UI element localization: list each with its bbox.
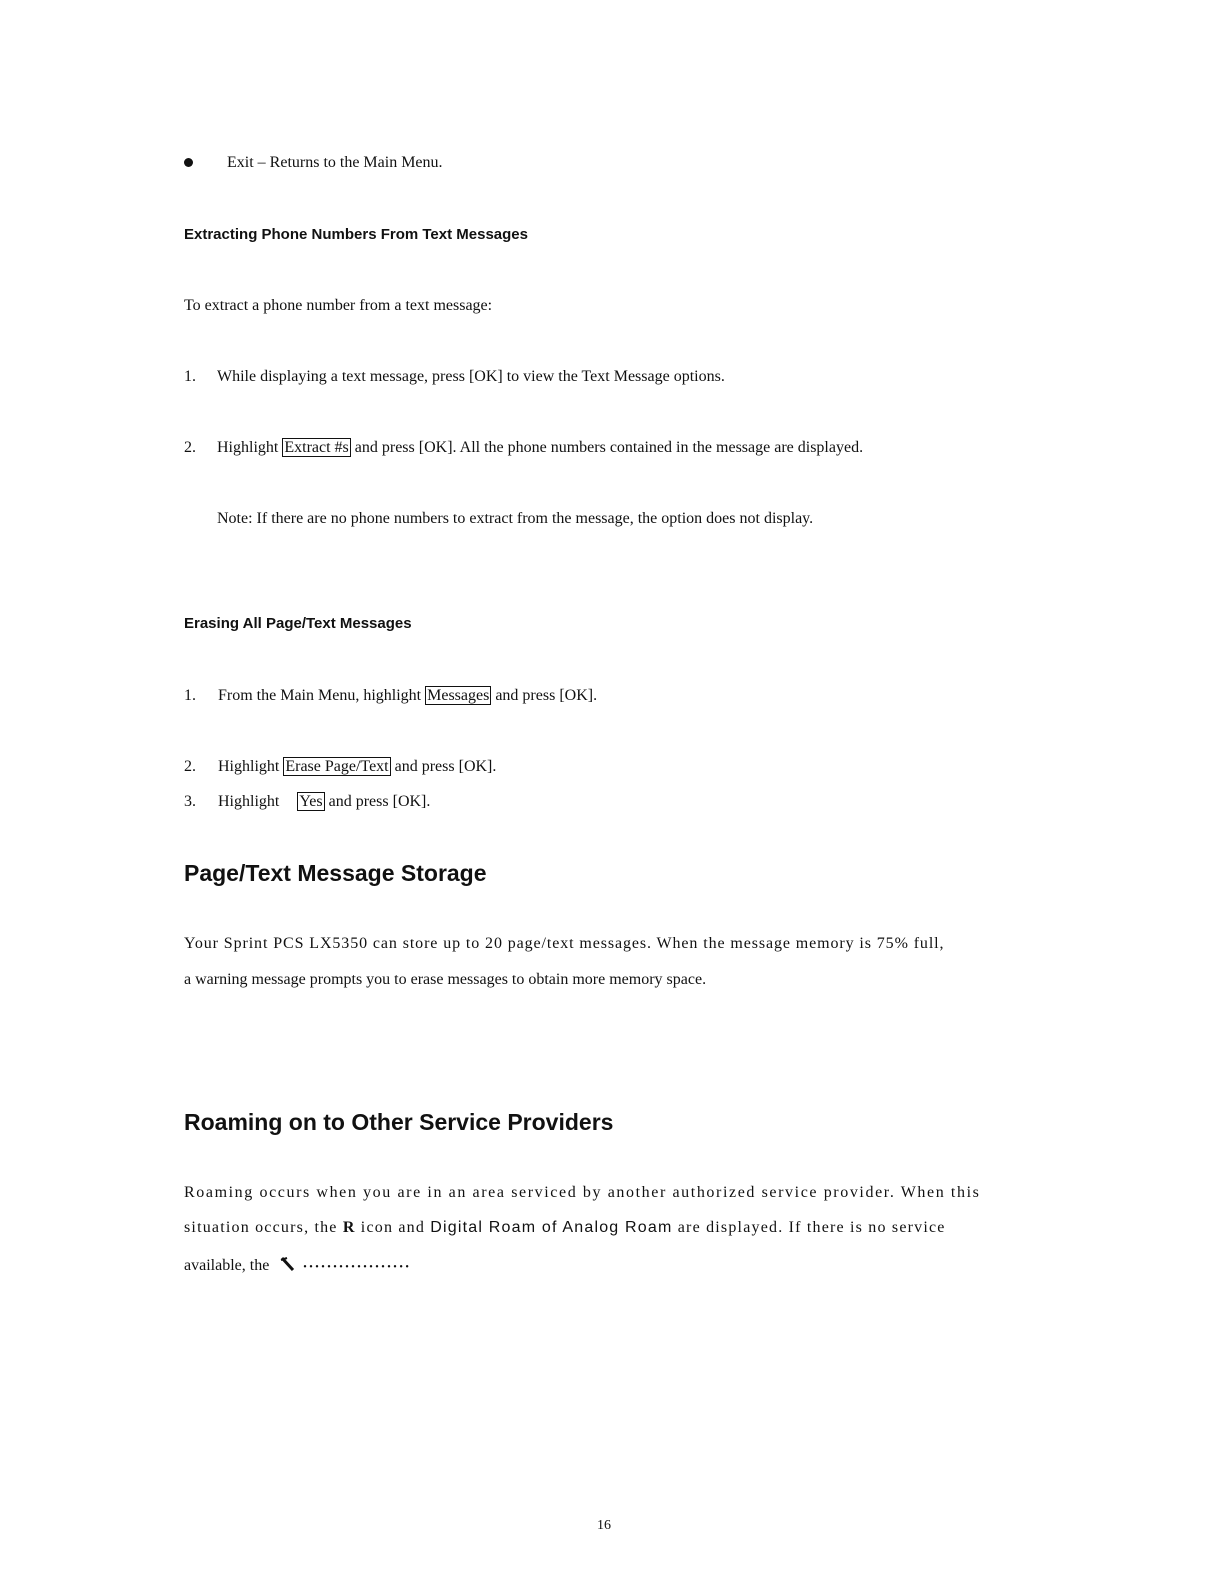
extract-step2-pre: Highlight bbox=[217, 439, 279, 456]
erase-step3-line bbox=[218, 793, 430, 811]
erase-step3-pre: Highlight bbox=[218, 793, 280, 810]
storage-line2: a warning message prompts you to erase messages to obtain more memory space. bbox=[184, 971, 707, 988]
roaming-line2-d: are displayed. If there is no service bbox=[677, 1219, 946, 1236]
roaming-line2-b: icon and bbox=[360, 1219, 426, 1236]
no-service-icon bbox=[277, 1255, 299, 1273]
extract-step2-number: 2. bbox=[184, 439, 196, 456]
extract-note: Note: If there are no phone numbers to extract from the message, the option does not display. bbox=[217, 510, 814, 527]
extract-step2-post: and press [OK]. All the phone numbers contained in the message are displayed. bbox=[354, 439, 864, 456]
erase-step2-number: 2. bbox=[184, 758, 196, 775]
storage-line1: Your Sprint PCS LX5350 can store up to 20 page/text messages. When the message memory is 75% full, bbox=[184, 935, 945, 952]
roaming-line3 bbox=[184, 1255, 409, 1275]
erase-step1-pre: From the Main Menu, highlight bbox=[218, 687, 422, 704]
erase-step1-line bbox=[218, 687, 597, 705]
extract-intro: To extract a phone number from a text message: bbox=[184, 297, 493, 314]
roaming-line3-text: available, the bbox=[184, 1257, 270, 1274]
erase-step3-number: 3. bbox=[184, 793, 196, 810]
roaming-r-icon-label: R bbox=[342, 1219, 356, 1236]
page-number: 16 bbox=[597, 1518, 611, 1533]
roaming-heading: Roaming on to Other Service Providers bbox=[184, 1109, 614, 1135]
erase-step2-post: and press [OK]. bbox=[394, 758, 497, 775]
erase-step3-post: and press [OK]. bbox=[328, 793, 431, 810]
extract-numbers-menu-option: Extract #s bbox=[284, 439, 349, 456]
storage-heading: Page/Text Message Storage bbox=[184, 860, 487, 886]
erase-step2-line bbox=[218, 758, 496, 776]
roaming-line3-dots: • • • • • • • • • • • • • • • • • • bbox=[303, 1262, 409, 1273]
erase-step1-number: 1. bbox=[184, 687, 196, 704]
bullet-icon bbox=[184, 158, 193, 167]
extract-step1-text: While displaying a text message, press [OK] to view the Text Message options. bbox=[217, 368, 725, 385]
extract-heading: Extracting Phone Numbers From Text Messages bbox=[184, 226, 528, 243]
roaming-line1: Roaming occurs when you are in an area serviced by another authorized service provider. When this bbox=[184, 1184, 981, 1201]
extract-step2-line bbox=[217, 439, 863, 457]
bullet-exit-text: Exit – Returns to the Main Menu. bbox=[227, 154, 443, 171]
erase-step1-post: and press [OK]. bbox=[495, 687, 598, 704]
roaming-display-text: Digital Roam of Analog Roam bbox=[430, 1219, 673, 1236]
extract-step1-number: 1. bbox=[184, 368, 196, 385]
yes-menu-option: Yes bbox=[299, 793, 323, 810]
erase-heading: Erasing All Page/Text Messages bbox=[184, 615, 412, 632]
roaming-line2-a: situation occurs, the bbox=[184, 1219, 338, 1236]
roaming-line2 bbox=[184, 1219, 946, 1237]
erase-page-text-menu-option: Erase Page/Text bbox=[285, 758, 389, 775]
messages-menu-option: Messages bbox=[427, 687, 490, 704]
erase-step2-pre: Highlight bbox=[218, 758, 280, 775]
